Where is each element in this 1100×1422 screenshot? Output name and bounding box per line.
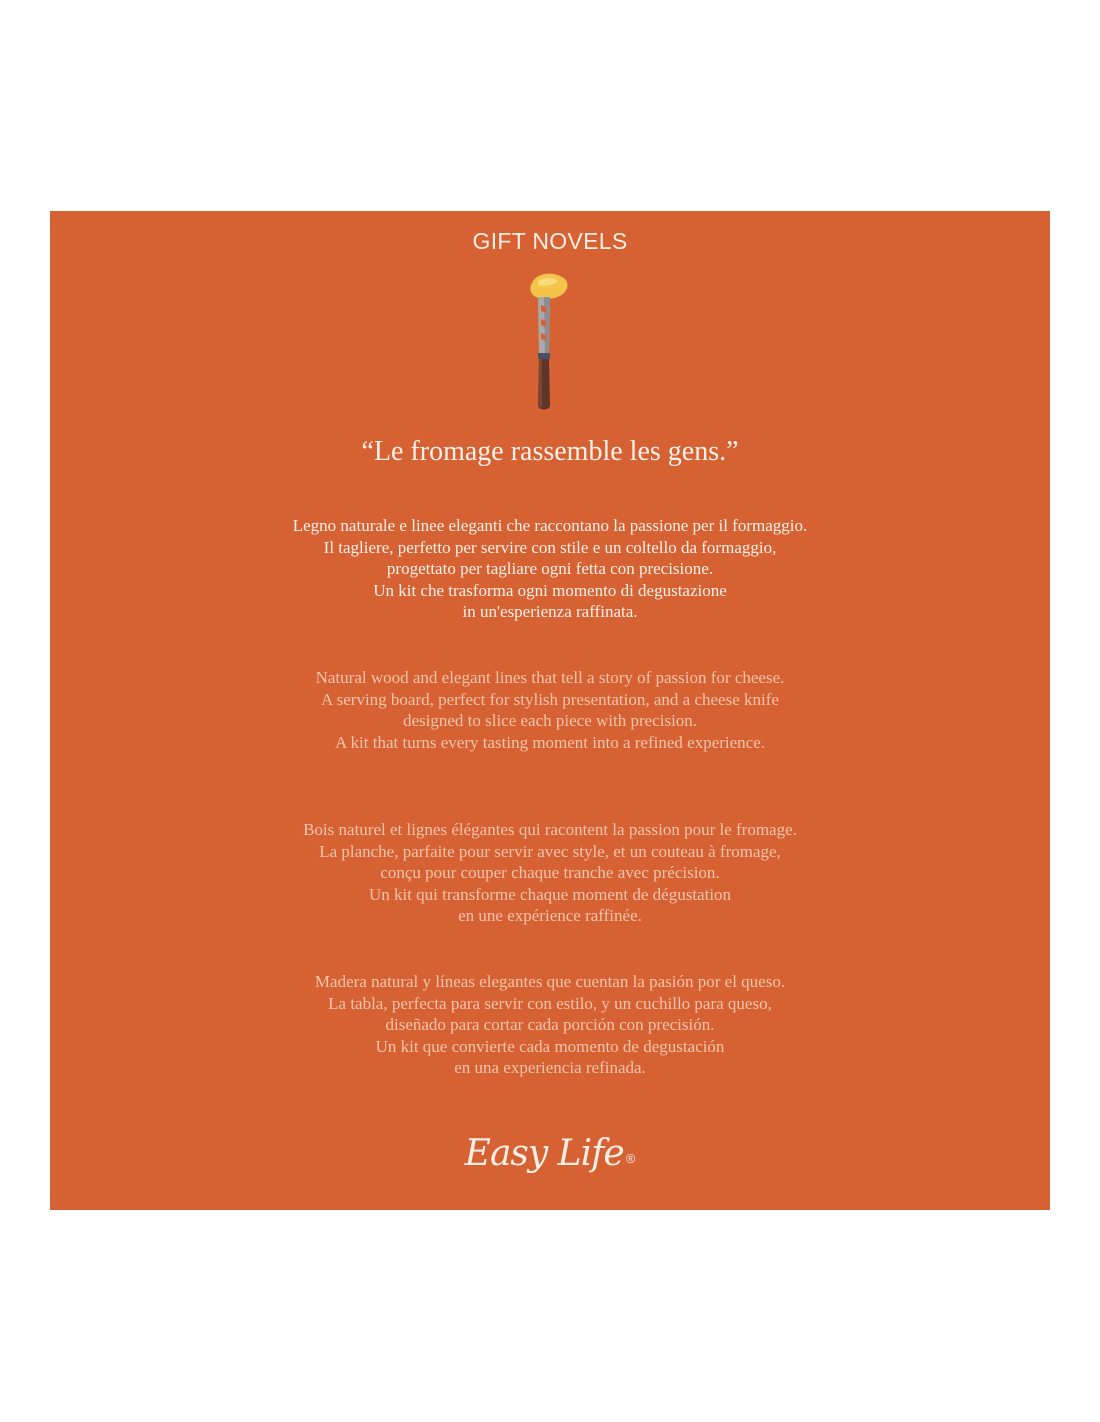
text-line: Madera natural y líneas elegantes que cuentan la pasión por el queso. (314, 972, 786, 991)
text-line: Un kit qui transforme chaque moment de dégustation (368, 884, 732, 904)
paragraph-english (50, 667, 1050, 753)
text-line: A kit that turns every tasting moment into a refined experience. (334, 732, 766, 752)
text-line: conçu pour couper chaque tranche avec précision. (380, 863, 720, 882)
text-line: Bois naturel et lignes élégantes qui racontent la passion pour le fromage. (303, 820, 797, 839)
registered-mark: ® (625, 1151, 636, 1166)
text-line: La planche, parfaite pour servir avec style, et un couteau à fromage, (319, 841, 781, 861)
text-line: designed to slice each piece with precision. (402, 711, 698, 730)
logo-text: Easy Life (464, 1133, 624, 1174)
paragraph-italian (50, 515, 1050, 623)
cheese-knife-icon (518, 269, 582, 421)
text-line: Il tagliere, perfetto per servire con stile e un coltello da formaggio, (323, 537, 777, 557)
paragraph-spanish (50, 971, 1050, 1079)
text-line: La tabla, perfecta para servir con estilo, y un cuchillo para queso, (328, 993, 772, 1013)
paragraph-french (50, 819, 1050, 927)
brand-title: GIFT NOVELS (472, 228, 628, 254)
text-line: Natural wood and elegant lines that tell a story of passion for cheese. (315, 668, 785, 687)
text-line: Un kit que convierte cada momento de degustación (375, 1036, 725, 1056)
text-line: diseñado para cortar cada porción con precisión. (385, 1015, 715, 1034)
easy-life-logo (50, 1133, 1050, 1193)
text-line: Legno naturale e linee eleganti che raccontano la passione per il formaggio. (292, 516, 808, 535)
text-line: en une expérience raffinée. (458, 906, 642, 925)
text-line: Un kit che trasforma ogni momento di degustazione (373, 580, 727, 600)
gift-card (50, 211, 1050, 1210)
quote: “Le fromage rassemble les gens.” (361, 436, 739, 467)
text-line: A serving board, perfect for stylish presentation, and a cheese knife (321, 689, 779, 709)
text-line: progettato per tagliare ogni fetta con precisione. (386, 559, 714, 578)
text-line: en una experiencia refinada. (454, 1058, 646, 1077)
text-line: in un'esperienza raffinata. (462, 602, 638, 621)
